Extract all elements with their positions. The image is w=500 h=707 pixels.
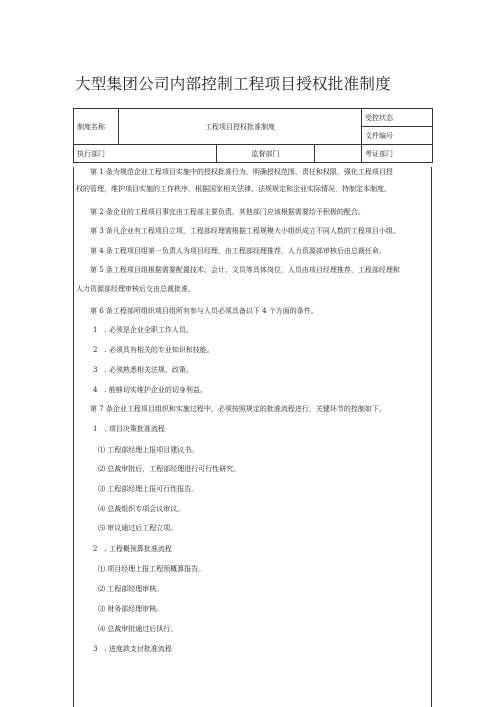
system-name-value: 工程项目授权批准制度	[119, 109, 362, 145]
header-row-1	[74, 109, 433, 127]
text-line: 第 2 条企业的工程项目事宜由工程部主要负责，其他部门应该根据需要给予积极的配合。	[90, 208, 365, 216]
text-line: 3 . 进度款支付批准流程	[93, 645, 172, 653]
text-line: 第 3 条凡企业有工程项目立项，工程部经理需根据工程规模大小组织成立不同人数的工程项目小组。	[90, 227, 400, 235]
page-title: 大型集团公司内部控制工程项目授权批准制度	[75, 75, 392, 93]
accepting-status-label: 受控状态	[362, 109, 433, 127]
text-line: 人力资源部经理审核后交由总裁批准。	[76, 285, 195, 293]
text-line: 第 5 条工程项目组根据需要配置技术、会计、文员等具体岗位，人员由项目经理推荐，工程部经理和	[90, 266, 400, 274]
exec-dept-label: 执行部门	[74, 145, 217, 163]
text-line: ⑵ 总裁审批后，工程部经理进行可行性研究。	[98, 465, 241, 473]
text-line: ⑷ 总裁审批通过后执行。	[98, 625, 178, 633]
audit-dept-label: 考证部门	[362, 145, 433, 163]
text-line: 第 6 条工程部所组织项目组所有参与人员必须具备以下 4 个方面的条件。	[90, 307, 318, 315]
text-line: 权的管理，维护项目实施的工作秩序，根据国家相关法律、法规规定和企业实际情况，特制定本制度。	[76, 185, 391, 193]
text-line: 2 . 工程概预算批准流程	[93, 545, 172, 553]
text-line: ⑴ 工程部经理上报项目建议书。	[98, 446, 199, 454]
file-no-label: 文件编号	[362, 127, 433, 145]
text-line: 3 . 必须熟悉相关法规、政策。	[93, 366, 193, 374]
supervise-dept-label: 监督部门	[217, 145, 315, 163]
text-line: 2 . 必须具有相关的专业知识和技能。	[93, 346, 214, 354]
text-line: 1 . 必须是企业全职工作人员。	[93, 326, 193, 334]
header-table	[73, 108, 433, 163]
text-line: ⑸ 审议通过后工程立项。	[98, 524, 178, 532]
text-line: ⑶ 财务部经理审核。	[98, 605, 164, 613]
text-line: 4 . 能够切实维护企业的切身利益。	[93, 386, 207, 394]
text-line: 第 7 条企业工程项目组织和实施过程中，必须按照规定的批准流程进行，关键环节的控制如下。	[90, 405, 386, 413]
text-line: 第 4 条工程项目组第一负责人为项目经理，由工程部经理推荐，人力资源部审核后由总裁任命。	[90, 247, 386, 255]
system-name-label: 制度名称	[74, 109, 119, 145]
text-line: ⑶ 工程部经理上报可行性报告。	[98, 485, 199, 493]
text-line: ⑴ 项目经理上报工程预概算报告。	[98, 565, 206, 573]
text-line: ⑵ 工程部经理审核。	[98, 585, 164, 593]
text-line: 1 . 项目决策批准流程	[93, 425, 165, 433]
text-line: 第 1 条为规范企业工程项目实施中的授权批准行为，明确授权范围、责任和权限，强化工程项目授	[90, 168, 393, 176]
text-line: ⑷ 总裁组织专项会议审议。	[98, 505, 185, 513]
header-row-3	[74, 145, 433, 163]
